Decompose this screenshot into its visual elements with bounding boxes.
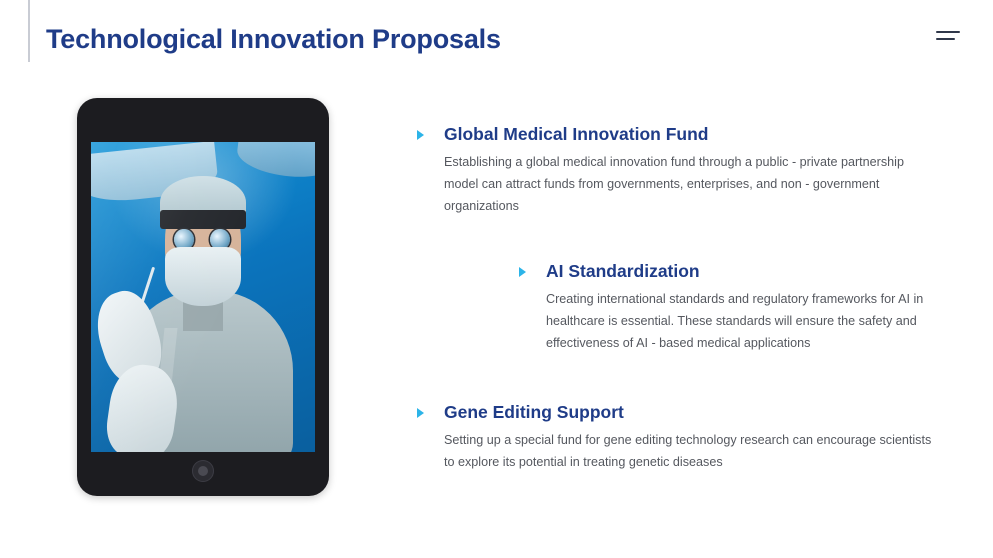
tablet-screen [91,142,315,452]
home-button-icon [192,460,214,482]
proposal-item-ai [519,260,933,354]
triangle-bullet-icon [417,130,424,140]
proposal-body: Establishing a global medical innovation fund through a public - private partnership model can attract funds from governments, enterprises, and non - government organizations [444,155,904,213]
tablet-mockup [77,98,329,496]
hamburger-menu-icon[interactable] [936,28,960,44]
proposal-heading: Gene Editing Support [444,402,624,422]
proposal-item-fund [417,123,933,217]
triangle-bullet-icon [417,408,424,418]
title-accent-rule [28,0,30,62]
proposal-body: Creating international standards and regulatory frameworks for AI in healthcare is essential. These standards will ensure the safety and effectiveness of AI - based medical applications [546,292,924,350]
proposal-heading: Global Medical Innovation Fund [444,124,709,144]
proposal-heading: AI Standardization [546,261,700,281]
slide-header [0,0,993,86]
proposal-item-gene [417,401,933,473]
proposal-body: Setting up a special fund for gene editing technology research can encourage scientists to explore its potential in treating genetic diseases [444,433,932,469]
page-title: Technological Innovation Proposals [46,24,501,54]
triangle-bullet-icon [519,267,526,277]
surgeon-photo [91,142,315,452]
